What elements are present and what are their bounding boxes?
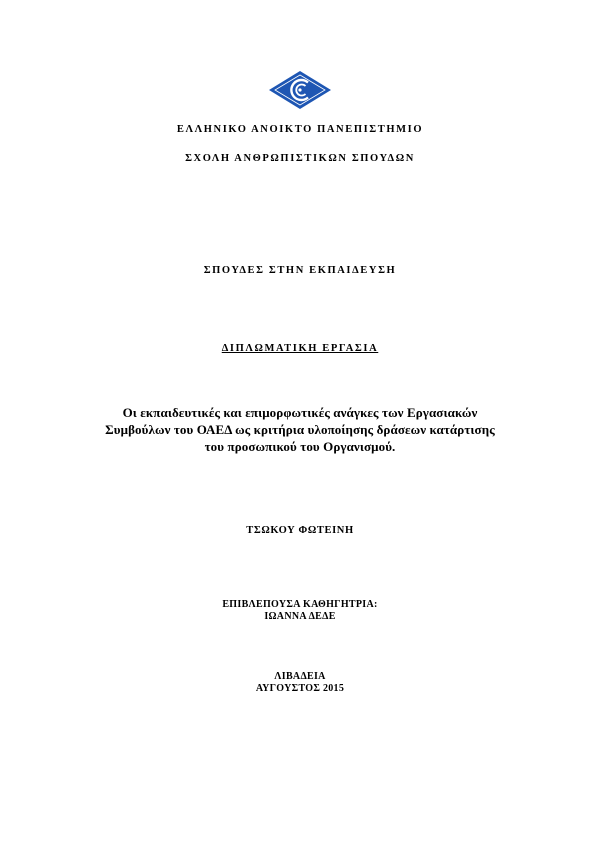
author-name: ΤΣΩΚΟΥ ΦΩΤΕΙΝΗ (246, 525, 354, 536)
university-logo-icon (268, 70, 332, 110)
document-type: ΔΙΠΛΩΜΑΤΙΚΗ ΕΡΓΑΣΙΑ (221, 343, 379, 354)
supervisor-name: ΙΩΑΝΝΑ ΔΕΔΕ (264, 611, 336, 622)
supervisor-label: ΕΠΙΒΛΕΠΟΥΣΑ ΚΑΘΗΓΗΤΡΙΑ: (222, 599, 378, 610)
place: ΛΙΒΑΔΕΙΑ (274, 671, 326, 682)
program-name: ΣΠΟΥΔΕΣ ΣΤΗΝ ΕΚΠΑΙΔΕΥΣΗ (203, 265, 397, 276)
school-name: ΣΧΟΛΗ ΑΝΘΡΩΠΙΣΤΙΚΩΝ ΣΠΟΥΔΩΝ (185, 153, 415, 164)
thesis-title-line-1: Οι εκπαιδευτικές και επιμορφωτικές ανάγκες των Εργασιακών (122, 405, 478, 420)
thesis-title-line-3: του προσωπικού του Οργανισμού. (204, 439, 396, 454)
thesis-title-line-2: Συμβούλων του ΟΑΕΔ ως κριτήρια υλοποίησης δράσεων κατάρτισης (105, 422, 495, 437)
university-name: ΕΛΛΗΝΙΚΟ ΑΝΟΙΚΤΟ ΠΑΝΕΠΙΣΤΗΜΙΟ (176, 124, 424, 135)
date: ΑΥΓΟΥΣΤΟΣ 2015 (255, 683, 345, 694)
